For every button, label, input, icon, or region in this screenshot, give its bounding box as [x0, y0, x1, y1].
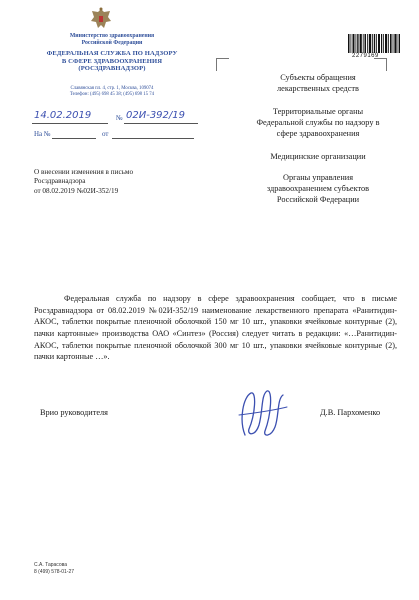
registration-number: 02И-392/19: [126, 110, 185, 121]
letter-body: Федеральная служба по надзору в сфере здравоохранения сообщает, что в письме Росздравнадзора от 08.02.2019 №02И-352/19 наименование лекарственного препарата «Ранитидин-АКОС, таблетки покрытые пленочной оболочкой 150 мг 10 шт., упаковки ячейковые контурные (2), пачки картонные» производства ОАО «Синтез» (Россия) следует читать в редакции: «…Ранитидин-АКОС, таблетки покрытые пленочной оболочкой 300 мг 10 шт., упаковки ячейковые контурные (2), пачки картонные …».: [34, 294, 397, 362]
signer-name: Д.В. Пархоменко: [320, 408, 381, 417]
coat-of-arms-emblem: [88, 6, 114, 32]
number-underline: [124, 123, 198, 124]
recipient-block: [238, 72, 398, 94]
subject-line: от 08.02.2019 №02И-352/19: [34, 186, 119, 195]
reference-number-line: [52, 138, 96, 139]
registration-date: 14.02.2019: [34, 110, 92, 121]
recipient-line: Российской Федерации: [276, 195, 360, 205]
barcode-number: 2279169: [352, 53, 379, 59]
barcode-image: [348, 34, 400, 53]
registration-number-prefix: №: [116, 114, 123, 122]
reference-number-prefix: На №: [34, 130, 51, 138]
recipient-block: [238, 151, 398, 162]
ministry-line: Министерство здравоохранения: [69, 33, 155, 39]
executor-name: С.А. Тарасова: [34, 562, 68, 568]
recipient-line: Федеральной службы по надзору в: [256, 118, 380, 128]
recipient-block: [238, 172, 398, 206]
address-line: Телефон: (495) 698 45 38; (495) 698 15 74: [69, 92, 155, 98]
letter-subject: [34, 168, 204, 196]
executor-phone: 8 (499) 578-01-27: [34, 568, 75, 575]
ministry-name: [32, 33, 192, 46]
recipient-line: сфере здравоохранения: [276, 129, 360, 139]
agency-line: В СФЕРЕ ЗДРАВООХРАНЕНИЯ: [61, 57, 163, 65]
subject-line: Росздравнадзора: [34, 177, 86, 186]
date-underline: [32, 123, 108, 124]
agency-name: [32, 50, 192, 73]
executor-info: [34, 562, 74, 576]
handwritten-signature: [225, 385, 295, 445]
address-window-corner-right: [374, 58, 387, 71]
recipient-line: Территориальные органы: [272, 107, 364, 116]
agency-address: [32, 86, 192, 99]
reference-date-prefix: от: [102, 130, 109, 138]
registration-block: [30, 110, 200, 132]
address-line: Славянская пл. 4, стр. 1, Москва, 109074: [70, 86, 154, 91]
recipient-line: здравоохранением субъектов: [266, 184, 370, 194]
agency-line: (РОСЗДРАВНАДЗОР): [78, 65, 146, 73]
recipient-line: Субъекты обращения: [280, 73, 356, 82]
reference-date-line: [112, 138, 194, 139]
agency-line: ФЕДЕРАЛЬНАЯ СЛУЖБА ПО НАДЗОРУ: [46, 50, 178, 57]
recipient-block: [238, 106, 398, 140]
signer-title: Врио руководителя: [40, 408, 108, 417]
subject-line: О внесении изменения в письмо: [34, 168, 134, 176]
ministry-line: Российской Федерации: [81, 39, 143, 46]
address-window-corner-left: [216, 58, 229, 71]
recipient-line: лекарственных средств: [277, 84, 359, 94]
recipient-line: Органы управления: [282, 173, 354, 182]
recipient-line: Медицинские организации: [270, 152, 366, 161]
